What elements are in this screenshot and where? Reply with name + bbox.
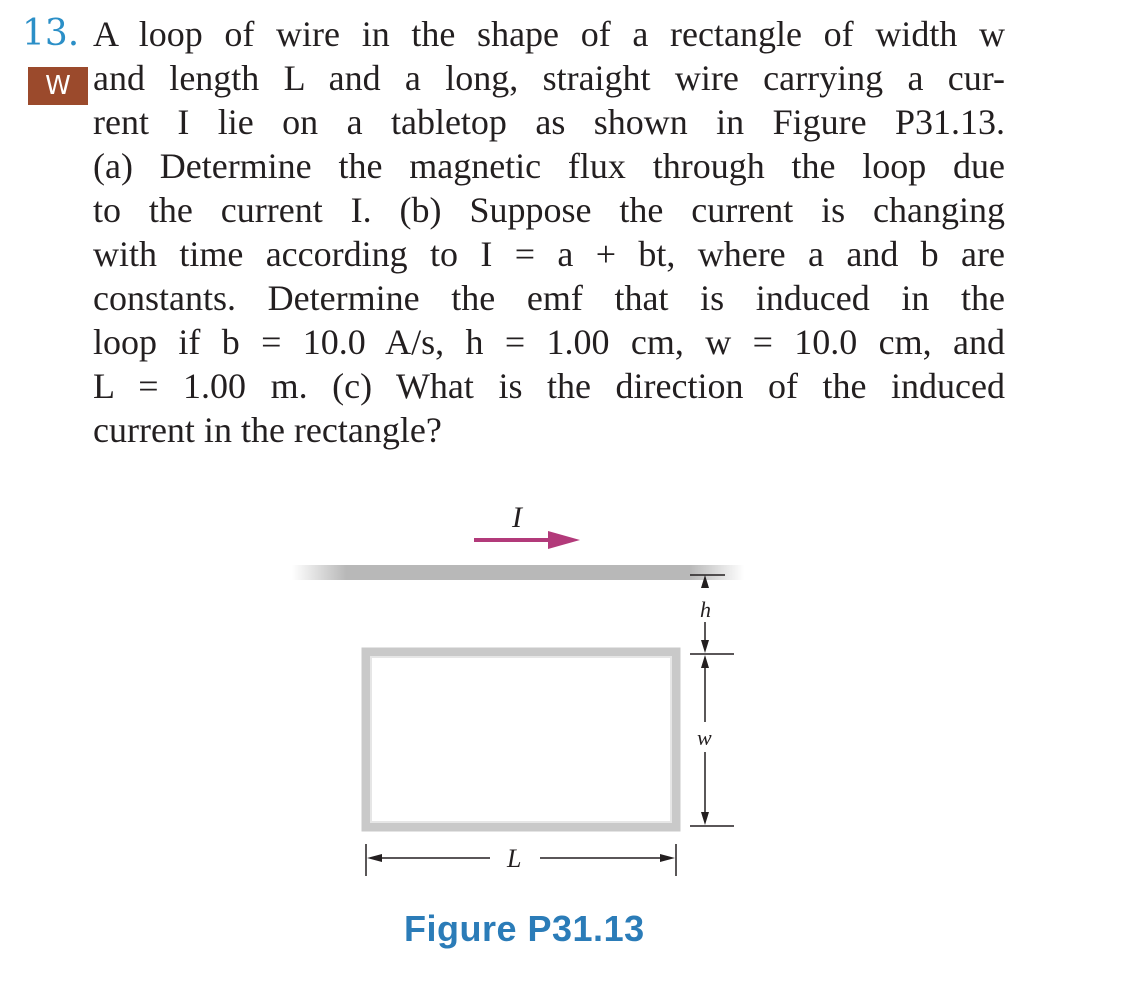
l-arrowhead-right: [660, 854, 675, 862]
problem-line-4: (a) Determine the magnetic flux through the loop due: [93, 146, 1005, 186]
straight-wire: [292, 565, 744, 580]
problem-line-7: constants. Determine the emf that is induced in the: [93, 278, 1005, 318]
wire-loop-inner: [371, 657, 671, 822]
web-assign-badge: W: [28, 67, 88, 105]
current-arrowhead: [548, 531, 580, 549]
problem-number: 13.: [22, 13, 80, 54]
problem-line-10: current in the rectangle?: [93, 410, 442, 450]
problem-line-2: and length L and a long, straight wire carrying a cur-: [93, 58, 1005, 98]
problem-line-6: with time according to I = a + bt, where a and b are: [93, 234, 1005, 274]
w-label: w: [697, 725, 712, 750]
w-arrowhead-down: [701, 812, 709, 825]
figure-caption: Figure P31.13: [404, 908, 645, 949]
problem-line-5: to the current I. (b) Suppose the current is changing: [93, 190, 1005, 230]
l-arrowhead-left: [367, 854, 382, 862]
current-label: I: [512, 501, 522, 534]
problem-line-9: L = 1.00 m. (c) What is the direction of the induced: [93, 366, 1005, 406]
problem-line-8: loop if b = 10.0 A/s, h = 1.00 cm, w = 10.0 cm, and: [93, 322, 1005, 362]
problem-line-3: rent I lie on a tabletop as shown in Figure P31.13.: [93, 102, 1005, 142]
wire-loop: [366, 652, 676, 827]
h-label: h: [700, 597, 711, 622]
w-arrowhead-up: [701, 655, 709, 668]
l-label: L: [507, 844, 522, 873]
h-arrowhead-down: [701, 640, 709, 653]
problem-line-1: A loop of wire in the shape of a rectangle of width w: [93, 14, 1005, 54]
